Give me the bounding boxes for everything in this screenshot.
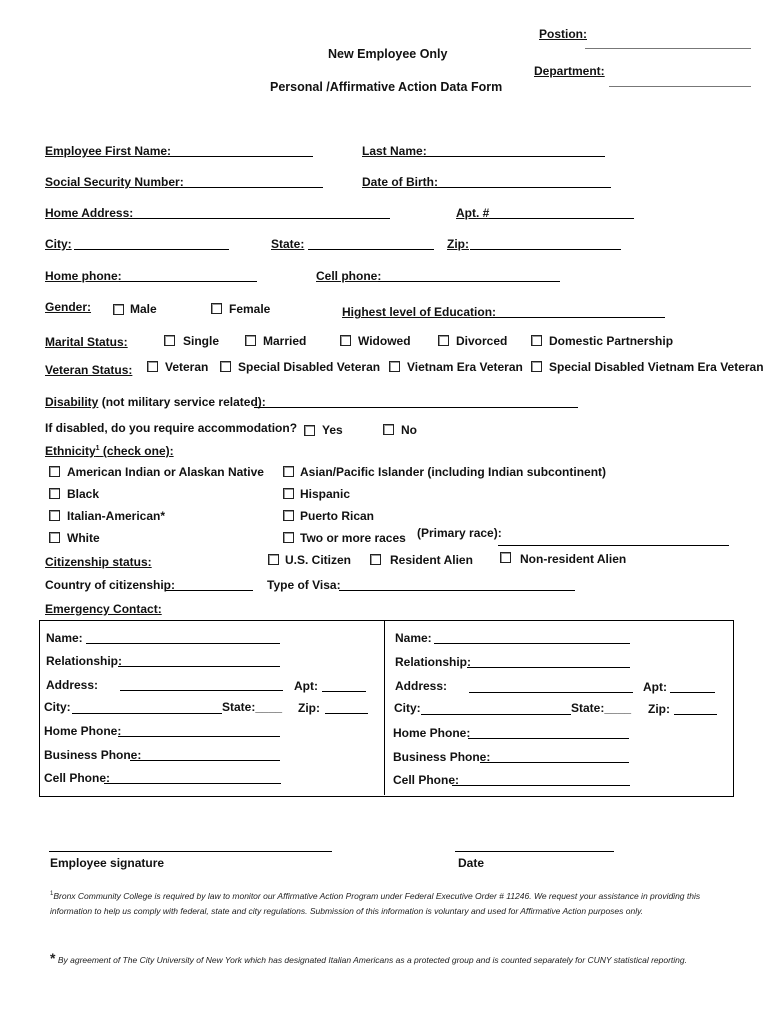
ethnicity-american-indian-checkbox[interactable]	[49, 466, 60, 477]
position-field[interactable]	[585, 48, 751, 49]
date-field[interactable]	[455, 851, 614, 852]
home-address-label: Home Address:	[45, 206, 134, 220]
ec2-cell-phone-field[interactable]	[452, 785, 630, 786]
ethnicity-hispanic-label: Hispanic	[300, 487, 351, 501]
ec2-name-field[interactable]	[434, 643, 630, 644]
citizenship-nonresident-checkbox[interactable]	[500, 552, 511, 563]
ec2-state-label: State:____	[571, 701, 632, 715]
country-field[interactable]	[166, 590, 253, 591]
citizenship-status-label: Citizenship status:	[45, 555, 152, 569]
city-label: City:	[45, 237, 72, 251]
ec2-apt-label: Apt:	[643, 680, 667, 694]
date-label: Date	[458, 856, 485, 870]
ec2-business-phone-label: Business Phone:	[393, 750, 491, 764]
ec1-home-phone-field[interactable]	[118, 736, 280, 737]
ec2-cell-phone-label: Cell Phone:	[393, 773, 460, 787]
apt-field[interactable]	[489, 218, 634, 219]
footnote-2: * By agreement of The City University of New York which has designated Italian Americans as a protected group and is counted separately for CUNY statistical reporting.	[50, 950, 687, 966]
ec1-cell-phone-label: Cell Phone:	[44, 771, 111, 785]
education-field[interactable]	[483, 317, 665, 318]
last-name-field[interactable]	[424, 156, 605, 157]
ec2-relationship-label: Relationship:	[395, 655, 472, 669]
ec1-relationship-label: Relationship:	[46, 654, 123, 668]
ethnicity-italian-american-label: Italian-American*	[67, 509, 166, 523]
marital-divorced-label: Divorced	[456, 334, 508, 348]
home-phone-label: Home phone:	[45, 269, 122, 283]
ethnicity-two-or-more-label: Two or more races	[300, 531, 406, 545]
accommodation-yes-checkbox[interactable]	[304, 425, 315, 436]
ethnicity-white-checkbox[interactable]	[49, 532, 60, 543]
ec2-name-label: Name:	[395, 631, 432, 645]
ec2-zip-field[interactable]	[674, 714, 717, 715]
state-label: State:	[271, 237, 305, 251]
ec1-zip-label: Zip:	[298, 701, 320, 715]
cell-phone-label: Cell phone:	[316, 269, 382, 283]
marital-widowed-label: Widowed	[358, 334, 411, 348]
ec2-home-phone-label: Home Phone:	[393, 726, 471, 740]
employee-signature-field[interactable]	[49, 851, 332, 852]
position-label: Postion:	[539, 27, 587, 41]
veteran-status-label: Veteran Status:	[45, 363, 133, 377]
first-name-label: Employee First Name:	[45, 144, 172, 158]
marital-divorced-checkbox[interactable]	[438, 335, 449, 346]
disability-field[interactable]	[254, 407, 578, 408]
ethnicity-puerto-rican-label: Puerto Rican	[300, 509, 375, 523]
emergency-contact-label: Emergency Contact:	[45, 602, 162, 616]
marital-single-label: Single	[183, 334, 220, 348]
special-disabled-vietnam-label: Special Disabled Vietnam Era Veteran	[549, 360, 764, 374]
home-address-field[interactable]	[128, 218, 390, 219]
ec1-apt-field[interactable]	[322, 691, 366, 692]
ethnicity-american-indian-label: American Indian or Alaskan Native	[67, 465, 264, 479]
ec2-city-field[interactable]	[421, 714, 571, 715]
accommodation-question: If disabled, do you require accommodation?	[45, 421, 298, 435]
ethnicity-black-checkbox[interactable]	[49, 488, 60, 499]
gender-male-checkbox[interactable]	[113, 304, 124, 315]
state-field[interactable]	[308, 249, 434, 250]
ethnicity-white-label: White	[67, 531, 100, 545]
dob-field[interactable]	[436, 187, 611, 188]
ec1-zip-field[interactable]	[325, 713, 368, 714]
ec1-city-field[interactable]	[72, 713, 222, 714]
ec1-relationship-field[interactable]	[118, 666, 280, 667]
citizenship-resident-label: Resident Alien	[390, 553, 473, 567]
citizenship-us-checkbox[interactable]	[268, 554, 279, 565]
accommodation-no-checkbox[interactable]	[383, 424, 394, 435]
ec1-business-phone-field[interactable]	[130, 760, 280, 761]
ethnicity-asian-checkbox[interactable]	[283, 466, 294, 477]
country-label: Country of citizenship:	[45, 578, 175, 592]
accommodation-yes-label: Yes	[322, 423, 343, 437]
marital-single-checkbox[interactable]	[164, 335, 175, 346]
ssn-label: Social Security Number:	[45, 175, 184, 189]
dob-label: Date of Birth:	[362, 175, 438, 189]
ec1-name-label: Name:	[46, 631, 83, 645]
ec2-business-phone-field[interactable]	[480, 762, 629, 763]
ec1-business-phone-label: Business Phone:	[44, 748, 142, 762]
ethnicity-label: Ethnicity$^1$ (check one):	[45, 444, 174, 458]
special-disabled-vietnam-checkbox[interactable]	[531, 361, 542, 372]
gender-male-label: Male	[130, 302, 157, 316]
ec1-address-field[interactable]	[120, 690, 283, 691]
ethnicity-black-label: Black	[67, 487, 100, 501]
vietnam-era-veteran-label: Vietnam Era Veteran	[407, 360, 523, 374]
education-label: Highest level of Education:	[342, 305, 497, 319]
citizenship-resident-checkbox[interactable]	[370, 554, 381, 565]
department-field[interactable]	[609, 86, 751, 87]
ssn-field[interactable]	[174, 187, 323, 188]
accommodation-no-label: No	[401, 423, 417, 437]
special-disabled-veteran-checkbox[interactable]	[220, 361, 231, 372]
ethnicity-italian-american-checkbox[interactable]	[49, 510, 60, 521]
ec2-address-field[interactable]	[469, 692, 633, 693]
marital-widowed-checkbox[interactable]	[340, 335, 351, 346]
ec1-home-phone-label: Home Phone:	[44, 724, 122, 738]
ec1-apt-label: Apt:	[294, 679, 318, 693]
marital-status-label: Marital Status:	[45, 335, 128, 349]
ec1-city-label: City:	[44, 700, 71, 714]
ethnicity-two-or-more-checkbox[interactable]	[283, 532, 294, 543]
last-name-label: Last Name:	[362, 144, 427, 158]
footnote-1: $^1$Bronx Community College is required by law to monitor our Affirmative Action Program under Federal Executive Order # 11246. We request your assistance in providing this information to help us comply with federal, state and city regulations. Submission of this information is voluntary and used for Affirmative Action purposes only.	[50, 890, 701, 916]
gender-female-checkbox[interactable]	[211, 303, 222, 314]
zip-label: Zip:	[447, 237, 469, 251]
vietnam-era-veteran-checkbox[interactable]	[389, 361, 400, 372]
veteran-checkbox[interactable]	[147, 361, 158, 372]
visa-label: Type of Visa:	[267, 578, 341, 592]
apt-label: Apt. #	[456, 206, 490, 220]
ec2-city-label: City:	[394, 701, 421, 715]
form-title: Personal /Affirmative Action Data Form	[270, 80, 503, 94]
ec1-state-label: State:____	[222, 700, 283, 714]
marital-domestic-checkbox[interactable]	[531, 335, 542, 346]
ec1-name-field[interactable]	[86, 643, 280, 644]
primary-race-field[interactable]	[498, 545, 729, 546]
cell-phone-field[interactable]	[378, 281, 560, 282]
ethnicity-puerto-rican-checkbox[interactable]	[283, 510, 294, 521]
department-label: Department:	[534, 64, 605, 78]
veteran-label: Veteran	[165, 360, 209, 374]
emergency-divider	[384, 620, 385, 795]
employee-signature-label: Employee signature	[50, 856, 165, 870]
form-subtitle: New Employee Only	[328, 47, 448, 61]
ethnicity-hispanic-checkbox[interactable]	[283, 488, 294, 499]
marital-married-label: Married	[263, 334, 307, 348]
marital-married-checkbox[interactable]	[245, 335, 256, 346]
citizenship-us-label: U.S. Citizen	[285, 553, 352, 567]
ec2-apt-field[interactable]	[670, 692, 715, 693]
disability-label: Disability (not military service related):	[45, 395, 266, 409]
ethnicity-asian-label: Asian/Pacific Islander (including Indian subcontinent)	[300, 465, 607, 479]
special-disabled-veteran-label: Special Disabled Veteran	[238, 360, 381, 374]
ec1-address-label: Address:	[46, 678, 99, 692]
gender-female-label: Female	[229, 302, 271, 316]
marital-domestic-label: Domestic Partnership	[549, 334, 674, 348]
zip-field[interactable]	[470, 249, 621, 250]
ec2-address-label: Address:	[395, 679, 448, 693]
citizenship-nonresident-label: Non-resident Alien	[520, 552, 627, 566]
home-phone-field[interactable]	[119, 281, 257, 282]
first-name-field[interactable]	[162, 156, 313, 157]
primary-race-label: (Primary race):	[417, 526, 502, 540]
visa-field[interactable]	[339, 590, 575, 591]
city-field[interactable]	[74, 249, 229, 250]
ec2-home-phone-field[interactable]	[468, 738, 629, 739]
ec2-zip-label: Zip:	[648, 702, 670, 716]
ec2-relationship-field[interactable]	[467, 667, 630, 668]
ec1-cell-phone-field[interactable]	[104, 783, 281, 784]
gender-label: Gender:	[45, 300, 92, 314]
